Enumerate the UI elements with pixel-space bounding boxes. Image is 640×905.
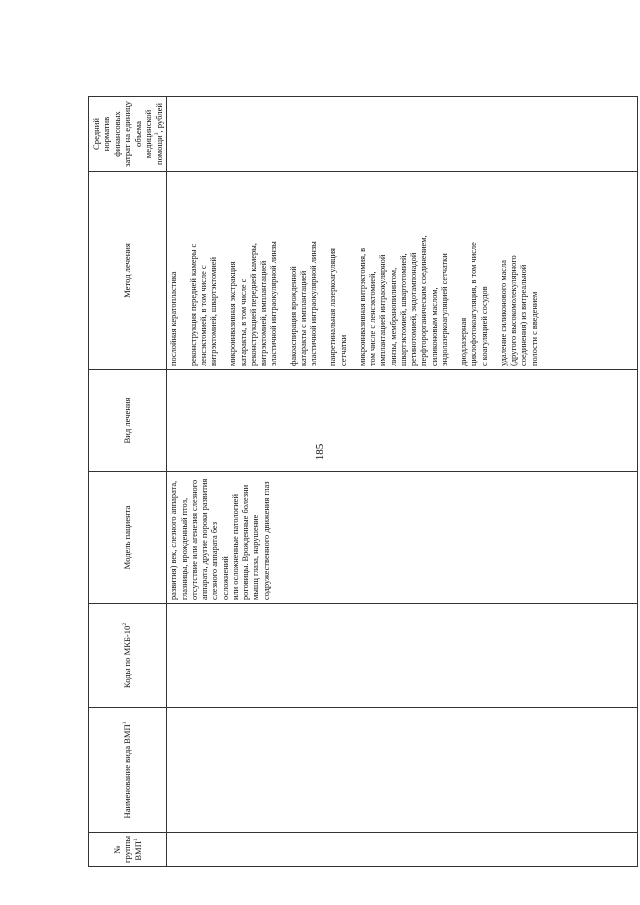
patient-model-text xyxy=(169,475,272,600)
treatment-method-line: витрэктомией, швартэктомией xyxy=(209,257,219,366)
header-treatment-type: Вид лечения xyxy=(89,370,167,472)
treatment-method-line: сетчатки xyxy=(338,334,348,366)
header-treatment-method: Метод лечения xyxy=(89,172,167,370)
treatment-method-line: катаракты с имплантацией xyxy=(298,270,308,366)
treatment-method-line: швартэктомией, швартотомией, xyxy=(398,253,408,366)
treatment-method-line: катаракты, в том числе с xyxy=(238,278,248,366)
treatment-method-line: силиконовым маслом, xyxy=(429,287,439,366)
cell-treatment-type xyxy=(167,370,638,472)
method-gap xyxy=(219,175,228,366)
patient-model-line: слезного аппарата без xyxy=(210,521,220,600)
treatment-method-line: ретинотомией, эндотампонадой xyxy=(409,252,419,366)
page-number: 185 xyxy=(314,443,326,461)
method-gap xyxy=(280,175,289,366)
treatment-method-line: реконструкцией передней камеры, xyxy=(248,243,258,366)
table-row xyxy=(167,97,638,867)
patient-model-line: роговицы. Врожденные болезни xyxy=(241,484,251,600)
cell-patient-model xyxy=(167,472,638,604)
method-gap xyxy=(349,175,358,366)
treatment-method-line: факоаспирация врожденной xyxy=(288,266,298,366)
treatment-method-line: диодлазерная xyxy=(459,317,469,366)
treatment-method-line: с коагуляцией сосудов xyxy=(479,286,489,366)
method-gap xyxy=(319,175,328,366)
cell-vmp-name xyxy=(167,708,638,833)
header-mkb-codes: Коды по МКБ-$10^2$ xyxy=(89,604,167,708)
cell-treatment-method xyxy=(167,172,638,370)
treatment-method-line: эластичной интраокулярной линзы xyxy=(309,241,319,366)
cell-group-number xyxy=(167,833,638,867)
header-patient-model: Модель пациента xyxy=(89,472,167,604)
treatment-method-line: перфторорганическим соединением, xyxy=(419,235,429,366)
vmp-table xyxy=(88,96,638,867)
treatment-method-line: соединения) из витреальной xyxy=(519,264,529,366)
patient-model-line: осложнений xyxy=(220,556,230,600)
rotated-table-container xyxy=(88,97,638,867)
treatment-method-line: ленсэктомией, в том числе с xyxy=(198,265,208,366)
method-gap xyxy=(490,175,499,366)
cell-average-cost xyxy=(167,97,638,172)
header-vmp-name: Наименование вида ВМП$^1$ xyxy=(89,708,167,833)
treatment-method-line: панретинальная лазеркоагуляция xyxy=(328,248,338,366)
treatment-method-line: реконструкция передней камеры с xyxy=(188,243,198,366)
treatment-method-line: эндолазеркоагуляцией сетчатки xyxy=(439,253,449,366)
treatment-method-line: удаление силиконового масла xyxy=(498,260,508,366)
treatment-method-line: линзы, мембранопилингом, xyxy=(388,267,398,366)
patient-model-line: развития) век, слезного аппарата, xyxy=(169,480,179,600)
treatment-method-line: микроинвазивная витрэктомия, в xyxy=(357,247,367,366)
treatment-method-line: витрэктомией, имплантацией xyxy=(259,260,269,366)
patient-model-line: или осложненные патологией xyxy=(230,494,240,600)
header-average-cost: Средний норматив финансовых затрат на единицу объема медицинской помощи$^3$, рублей xyxy=(89,97,167,172)
treatment-method-line: эластичной интраокулярной линзы xyxy=(269,241,279,366)
treatment-method-line: (другого высокомолекулярного xyxy=(509,255,519,366)
treatment-method-line: имплантацией интраокулярной xyxy=(378,254,388,366)
header-row xyxy=(89,97,167,867)
patient-model-line: мышц глаза, нарушение xyxy=(251,514,261,600)
treatment-method-line: послойная кератопластика xyxy=(169,271,179,366)
treatment-method-line: микроинвазивная экстракция xyxy=(228,261,238,366)
patient-model-line: отсутствие или агенезия слезного xyxy=(189,479,199,600)
patient-model-line: содружественного движения глаз xyxy=(261,481,271,600)
treatment-method-line: том числе с ленсэктомией, xyxy=(368,271,378,366)
treatment-method-line: циклофотокоагуляция, в том числе xyxy=(469,242,479,366)
method-gap xyxy=(450,175,459,366)
treatment-method-line: полости с введением xyxy=(529,291,539,366)
patient-model-line: глазницы, врожденный птоз, xyxy=(179,497,189,600)
treatment-method-list xyxy=(169,175,540,366)
patient-model-line: аппарата, другие пороки развития xyxy=(200,478,210,600)
method-gap xyxy=(180,175,189,366)
cell-mkb-codes xyxy=(167,604,638,708)
header-group-number: № группы ВМП$^1$ xyxy=(89,833,167,867)
